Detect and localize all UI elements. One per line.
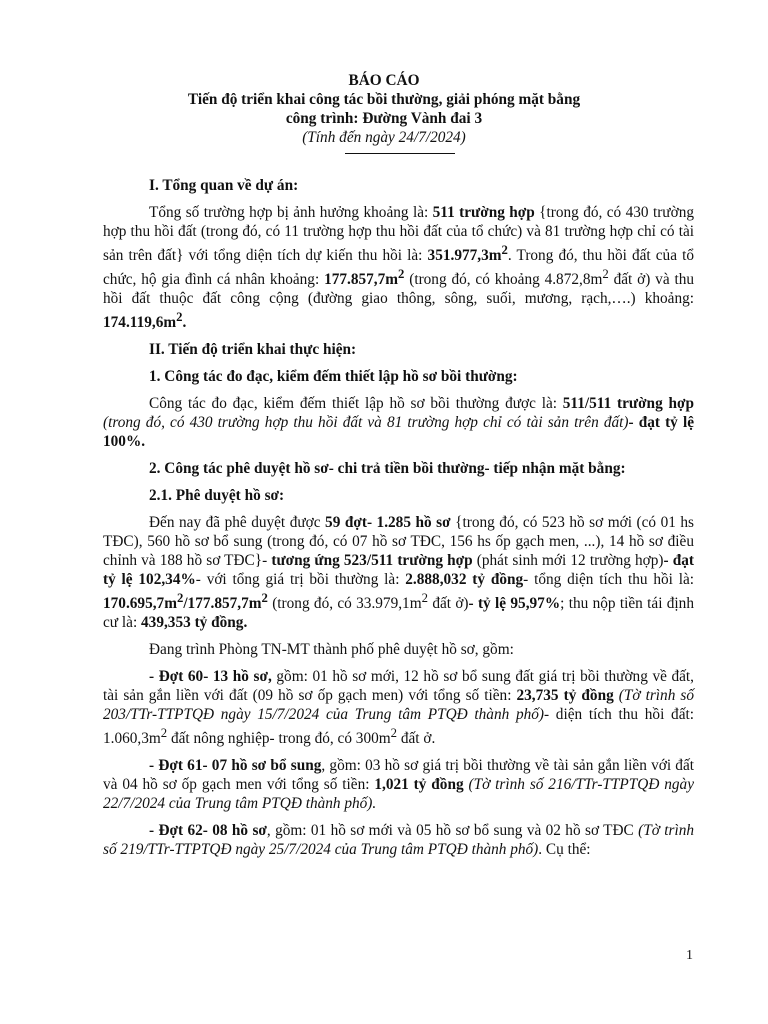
text-run: (Tờ trình số 219/TTr-TTPTQĐ ngày 25/7/2024 của Trung tâm PTQĐ thành phố) (103, 822, 695, 859)
text-run: {trong đó, có 430 trường hợp thu hồi đất (trong đó, có 11 trường hợp thu hồi đất của tổ chức) và 81 trường hợp chỉ có tài sản trên đất} với tổng diện tích dự kiến thu hồi là: (103, 204, 694, 265)
page-number: 1 (686, 948, 693, 963)
text-run: (trong đó, có khoảng 4.872,8m (404, 271, 603, 289)
batch-60-label: - Đợt 60- 13 hồ sơ, (149, 668, 272, 686)
value: /177.857,7m (183, 595, 262, 613)
report-subtitle: Tiến độ triển khai công tác bồi thường, giải phóng mặt bằng (187, 91, 581, 108)
text-run: đất ở) (427, 595, 469, 613)
superscript: 2 (176, 591, 184, 606)
section-2-heading: II. Tiến độ triển khai thực hiện: (149, 341, 357, 359)
text-run: (trong đó, có 33.979,1m (267, 595, 422, 613)
overview-paragraph (103, 203, 694, 332)
value: 351.977,3m (427, 247, 502, 265)
text-run: Công tác đo đạc, kiểm đếm thiết lập hồ sơ bồi thường được là: (149, 395, 563, 413)
superscript: 2 (421, 591, 428, 606)
public-land-area (103, 310, 187, 332)
superscript: 2 (501, 243, 508, 257)
text-run: (phát sinh mới 12 trường hợp) (472, 552, 664, 570)
report-date: (Tính đến ngày 24/7/2024) (302, 129, 466, 146)
approval-rate: - đạt tỷ lệ 102,34% (103, 552, 694, 589)
text-run: đất ở. (397, 730, 436, 748)
survey-rate: - đạt tỷ lệ 100%. (103, 414, 694, 451)
section-1-heading: I. Tổng quan về dự án: (149, 177, 299, 194)
total-area (427, 243, 508, 265)
text-run: (Tờ trình số 203/TTr-TTPTQĐ ngày 15/7/2024 của Trung tâm PTQĐ thành phố) (103, 687, 695, 724)
compensation-value: 2.888,032 tỷ đồng (405, 571, 524, 589)
batch-62-label: - Đợt 62- 08 hồ sơ (149, 822, 267, 840)
batch-61-paragraph (103, 756, 694, 813)
value: . (182, 314, 187, 332)
value: 174.119,6m (103, 314, 177, 332)
batch-61-amount: 1,021 tỷ đồng (374, 776, 464, 794)
survey-count: 511/511 trường hợp (562, 395, 694, 413)
text-run: - diện tích thu hồi đất: 1.060,3m (103, 706, 694, 748)
text-run: {trong đó, có 523 hồ sơ mới (có 01 hs TĐC), 560 hồ sơ bổ sung (trong đó, có 07 hồ sơ TĐC, 156 hs ốp gạch men, ...), 14 hồ sơ điều chỉnh và 188 hồ sơ TĐC}- (103, 514, 694, 570)
approved-batches: 59 đợt- 1.285 hồ sơ (325, 514, 451, 532)
text-run: , gồm: 03 hồ sơ giá trị bồi thường về tài sản gắn liền với đất và 04 hồ sơ ốp gạch men với tổng số tiền: (103, 757, 694, 794)
text-run: . Trong đó, thu hồi đất của tổ chức, hộ gia đình cá nhân khoảng: (103, 247, 694, 289)
superscript: 2 (398, 267, 405, 282)
pending-intro: Đang trình Phòng TN-MT thành phố phê duyệt hồ sơ, gồm: (149, 641, 514, 659)
org-household-area (324, 267, 405, 289)
subsection-1-heading: 1. Công tác đo đạc, kiểm đếm thiết lập hồ sơ bồi thường: (149, 368, 518, 386)
text-run: (Tờ trình số 216/TTr-TTPTQĐ ngày 22/7/2024 của Trung tâm PTQĐ thành phố). (103, 776, 694, 813)
recovered-area (103, 591, 268, 613)
superscript: 2 (176, 310, 183, 325)
report-subtitle-project: công trình: Đường Vành đai 3 (285, 110, 483, 127)
approval-paragraph (103, 513, 694, 632)
text-run: đất ở) và thu hồi đất thuộc đất công cộng (đường giao thông, sông, suối, mương, rạch,….) khoảng: (103, 271, 695, 308)
text-run: Đến nay đã phê duyệt được (149, 514, 326, 532)
text-run: gồm: 01 hồ sơ mới, 12 hồ sơ bổ sung đất giá trị bồi thường về đất, tài sản gắn liền với đất (09 hồ sơ ốp gạch men) với tổng số tiền: (103, 668, 694, 705)
batch-60-paragraph (103, 667, 694, 748)
text-run: - với tổng giá trị bồi thường là: (195, 571, 406, 589)
superscript: 2 (160, 726, 168, 741)
superscript: 2 (390, 726, 398, 741)
text-run: , gồm: 01 hồ sơ mới và 05 hồ sơ bổ sung và 02 hồ sơ TĐC (266, 822, 639, 840)
survey-paragraph (103, 394, 694, 451)
title-underline (345, 153, 455, 154)
text-run: . Cụ thể: (538, 841, 591, 859)
text-run: Tổng số trường hợp bị ảnh hưởng khoảng là: (149, 204, 433, 221)
approved-cases: tương ứng 523/511 trường hợp (271, 552, 473, 570)
batch-61-label: - Đợt 61- 07 hồ sơ bổ sung (149, 757, 322, 775)
superscript: 2 (602, 267, 609, 282)
value: 177.857,7m (324, 271, 398, 289)
text-run: (trong đó, có 430 trường hợp thu hồi đất và 81 trường hợp chỉ có tài sản trên đất) (103, 414, 629, 432)
area-rate: - tỷ lệ 95,97% (468, 595, 561, 613)
value: 170.695,7m (103, 595, 177, 613)
report-title: BÁO CÁO (348, 72, 420, 89)
subsection-2-heading: 2. Công tác phê duyệt hồ sơ- chi trả tiền bồi thường- tiếp nhận mặt bằng: (149, 460, 626, 478)
report-body (103, 176, 694, 859)
text-run: đất nông nghiệp- trong đó, có 300m (167, 730, 391, 748)
resettlement-fee: 439,353 tỷ đồng. (141, 614, 248, 632)
text-run: - tổng diện tích thu hồi là: (523, 571, 694, 589)
batch-62-paragraph (103, 821, 694, 859)
text-run: ; thu nộp tiền tái định cư là: (103, 595, 694, 632)
subsection-2-1-heading: 2.1. Phê duyệt hồ sơ: (149, 487, 285, 505)
superscript: 2 (261, 591, 268, 606)
affected-cases: 511 trường hợp (432, 204, 535, 221)
batch-60-amount: 23,735 tỷ đồng (516, 687, 614, 705)
